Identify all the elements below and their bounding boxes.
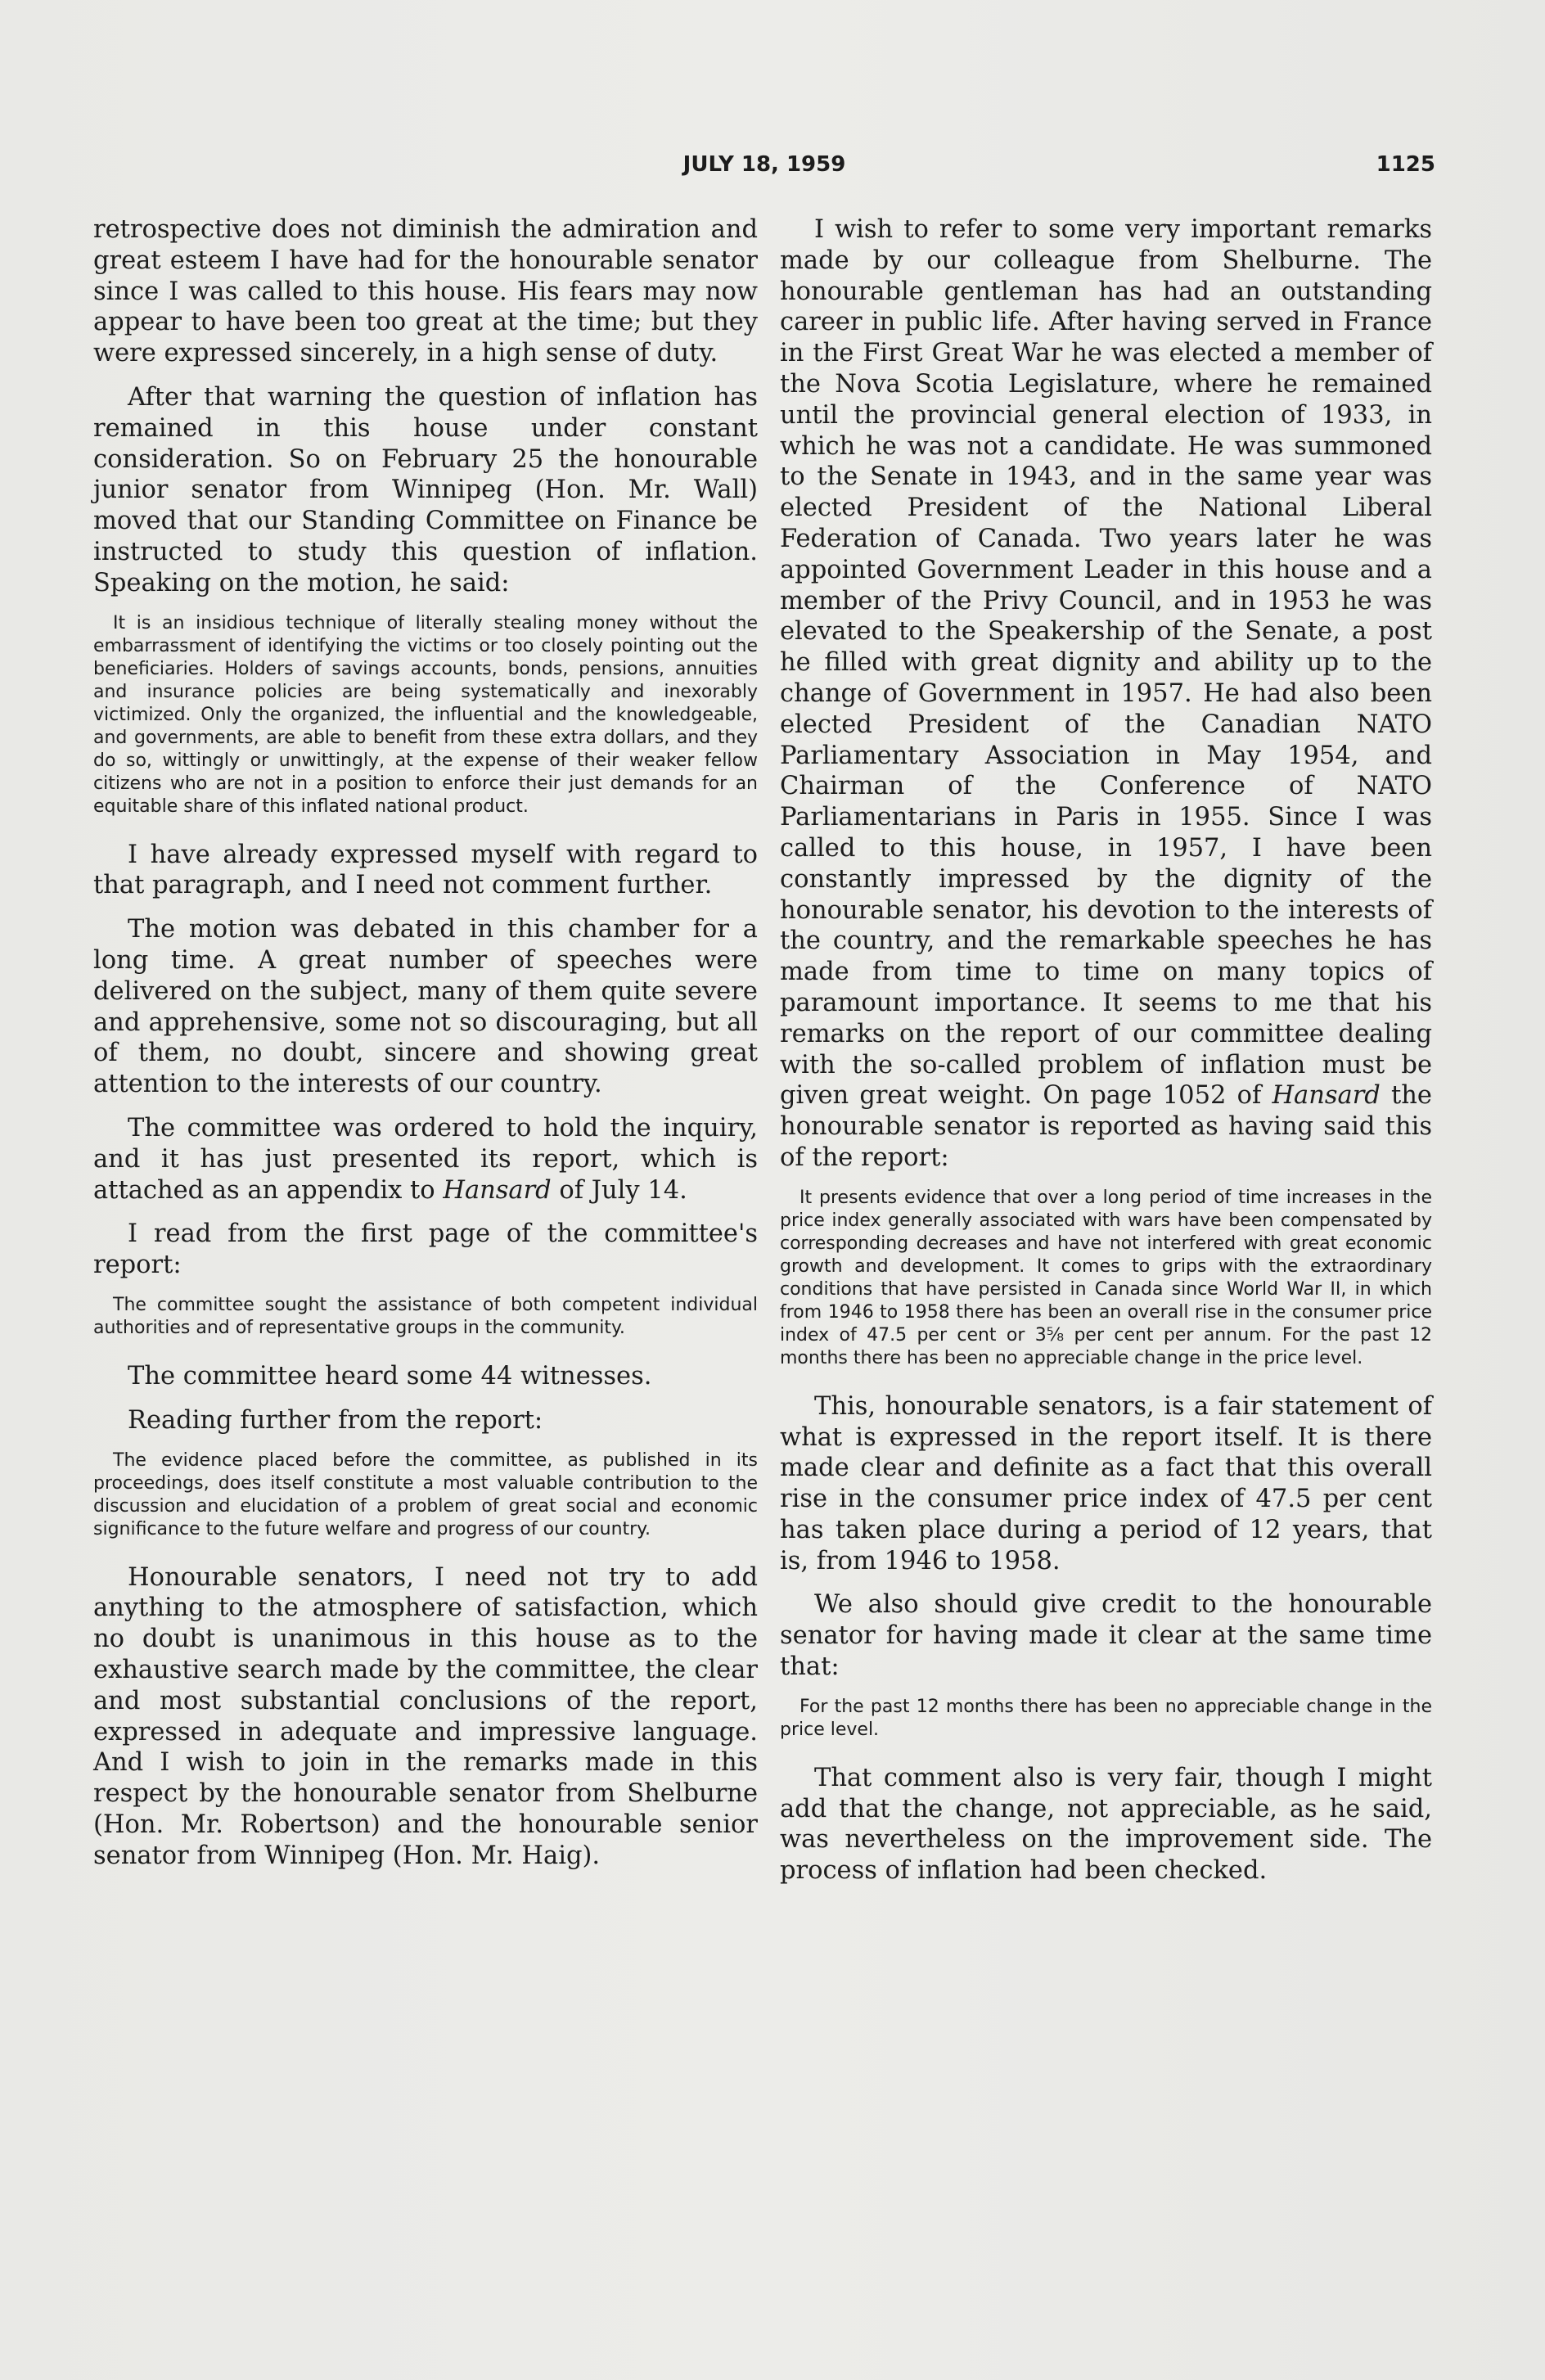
paragraph: Reading further from the report: bbox=[128, 1405, 543, 1435]
text-run: the honourable senator is reported as having said this of the report: bbox=[780, 1081, 1432, 1172]
block-quote: It presents evidence that over a long period of time increases in the price index generally associated with wars have been compensated by corresponding decreases and have not interfered with great economic growth and development. It comes to grips with the extraordinary conditions that have persisted in Canada since World War II, in which from 1946 to 1958 there has been an overall rise in the consumer price index of 47.5 per cent or 3⅝ per cent per annum. For the past 12 months there has been no appreciable change in the price level. bbox=[780, 1187, 1432, 1368]
left-column bbox=[93, 214, 758, 1884]
italic-title: Hansard bbox=[443, 1175, 552, 1205]
italic-title: Hansard bbox=[1272, 1081, 1381, 1111]
header-date: JULY 18, 1959 bbox=[682, 152, 846, 177]
paragraph: The committee heard some 44 witnesses. bbox=[128, 1361, 652, 1391]
block-quote: For the past 12 months there has been no appreciable change in the price level. bbox=[780, 1696, 1432, 1740]
text-run: of July 14. bbox=[551, 1175, 687, 1205]
paragraph: Honourable senators, I need not try to add anything to the atmosphere of satisfaction, which no doubt is unanimous in this house as to the exhaustive search made by the committee, the clear and most substantial conclusions of the report, expressed in adequate and impressive language. And I wish to join in the remarks made in this respect by the honourable senator from Shelburne (Hon. Mr. Robertson) and the honourable senior senator from Winnipeg (Hon. Mr. Haig). bbox=[93, 1562, 758, 1870]
paragraph: This, honourable senators, is a fair statement of what is expressed in the report itself. It is there made clear and definite as a fact that this overall rise in the consumer price index of 47.5 per cent has taken place during a period of 12 years, that is, from 1946 to 1958. bbox=[780, 1391, 1432, 1575]
paragraph: I read from the first page of the committee's report: bbox=[93, 1219, 758, 1280]
block-quote: It is an insidious technique of literally stealing money without the embarrassment of identifying the victims or too closely pointing out the beneficiaries. Holders of savings accounts, bonds, pensions, annuities and insurance policies are being systematically and inexorably victimized. Only the organized, the influential and the knowledgeable, and governments, are able to benefit from these extra dollars, and they do so, wittingly or unwittingly, at the expense of their weaker fellow citizens who are not in a position to enforce their just demands for an equitable share of this inflated national product. bbox=[93, 612, 758, 817]
paragraph bbox=[93, 1113, 758, 1206]
paragraph: retrospective does not diminish the admiration and great esteem I have had for the honourable senator since I was called to this house. His fears may now appear to have been too great at the time; but they were expressed sincerely, in a high sense of duty. bbox=[93, 215, 758, 368]
text-run: The committee was ordered to hold the inquiry, and it has just presented its report, which is attached as an appendix to bbox=[93, 1113, 758, 1205]
text-run: I wish to refer to some very important remarks made by our colleague from Shelburne. The honourable gentleman has had an outstanding career in public life. After having served in France in the First Great War he was elected a member of the Nova Scotia Legislature, where he remained until the provincial general election of 1933, in which he was not a candidate. He was summoned to the Senate in 1943, and in the same year was elected President of the National Liberal Federation of Canada. Two years later he was appointed Government Leader in this house and a member of the Privy Council, and in 1953 he was elevated to the Speakership of the Senate, a post he filled with great dignity and ability up to the change of Government in 1957. He had also been elected President of the Canadian NATO Parliamentary Association in May 1954, and Chairman of the Conference of NATO Parliamentarians in Paris in 1955. Since I was called to this house, in 1957, I have been constantly impressed by the dignity of the honourable senator, his devotion to the interests of the country, and the remarkable speeches he has made from time to time on many topics of paramount importance. It seems to me that his remarks on the report of our committee dealing with the so-called problem of inflation must be given great weight. On page 1052 of bbox=[780, 215, 1432, 1111]
page-header bbox=[93, 152, 1435, 185]
block-quote: The committee sought the assistance of both competent individual authorities and of representative groups in the community. bbox=[93, 1294, 758, 1338]
paragraph bbox=[780, 214, 1432, 1174]
right-column bbox=[780, 214, 1432, 1900]
paragraph: That comment also is very fair, though I might add that the change, not appreciable, as he said, was nevertheless on the improvement side. The process of inflation had been checked. bbox=[780, 1763, 1432, 1886]
paragraph: We also should give credit to the honourable senator for having made it clear at the same time that: bbox=[780, 1590, 1432, 1682]
paragraph: The motion was debated in this chamber for a long time. A great number of speeches were delivered on the subject, many of them quite severe and apprehensive, some not so discouraging, but all of them, no doubt, sincere and showing great attention to the interests of our country. bbox=[93, 915, 758, 1099]
page-number: 1125 bbox=[1376, 152, 1435, 177]
paragraph: After that warning the question of inflation has remained in this house under constant consideration. So on February 25 the honourable junior senator from Winnipeg (Hon. Mr. Wall) moved that our Standing Committee on Finance be instructed to study this question of inflation. Speaking on the motion, he said: bbox=[93, 382, 758, 597]
paragraph: I have already expressed myself with regard to that paragraph, and I need not comment further. bbox=[93, 840, 758, 900]
block-quote: The evidence placed before the committee, as published in its proceedings, does itself constitute a most valuable contribution to the discussion and elucidation of a problem of great social and economic significance to the future welfare and progress of our country. bbox=[93, 1449, 758, 1539]
